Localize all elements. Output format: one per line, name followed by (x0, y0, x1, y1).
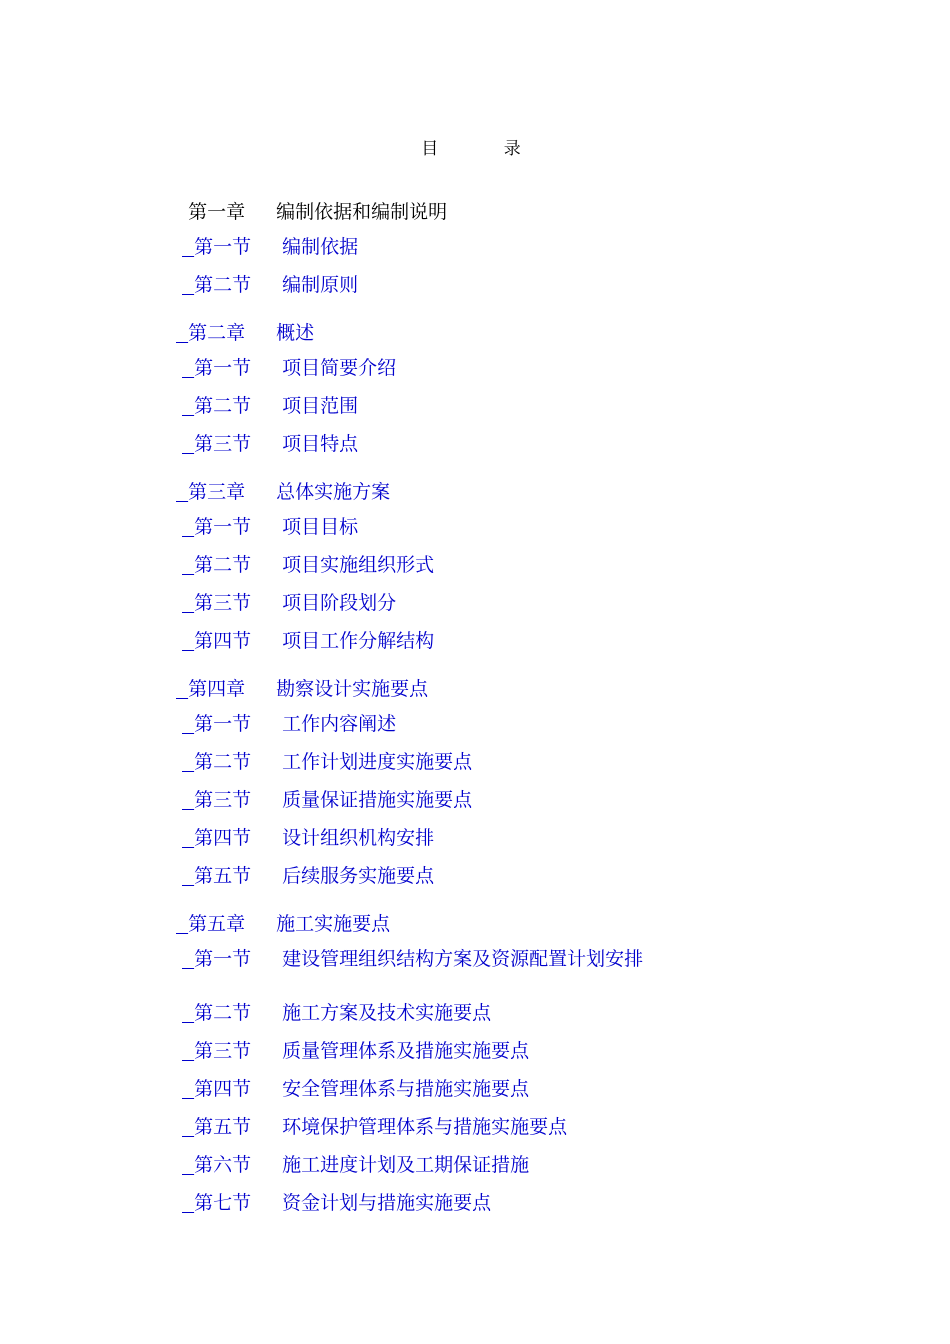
toc-entry-text: 施工进度计划及工期保证措施 (282, 1154, 530, 1176)
toc-link-section[interactable] (182, 1167, 491, 1215)
toc-entry-text: 项目阶段划分 (282, 592, 397, 614)
toc-entry-text: 资金计划与措施实施要点 (282, 1192, 492, 1214)
toc-entry-text: 勘察设计实施要点 (276, 678, 429, 700)
toc-entry-number: 第二节 (194, 1002, 252, 1024)
toc-entry-text: 后续服务实施要点 (282, 865, 435, 887)
toc-entry-number: 第四节 (194, 630, 252, 652)
toc-entry-text: 概述 (276, 322, 315, 344)
toc-entry-number: 第三节 (194, 789, 252, 811)
toc-entry-number: 第一节 (194, 516, 252, 538)
toc-link-section[interactable] (182, 605, 434, 653)
toc-entry-number: 第三节 (194, 592, 252, 614)
toc-entry-text: 质量管理体系及措施实施要点 (282, 1040, 530, 1062)
toc-entry-text: 编制依据和编制说明 (276, 201, 448, 223)
toc-entry-number: 第五章 (188, 913, 246, 935)
toc-link-section[interactable] (182, 840, 434, 888)
toc-entry-text: 项目简要介绍 (282, 357, 397, 379)
toc-entry-number: 第五节 (194, 1116, 252, 1138)
toc-link-section[interactable] (182, 249, 358, 297)
toc-title: 目 录 (421, 139, 551, 159)
toc-entry-number: 第四节 (194, 1078, 252, 1100)
toc-entry-number: 第六节 (194, 1154, 252, 1176)
toc-entry-number: 第一节 (194, 236, 252, 258)
toc-entry-number: 第二章 (188, 322, 246, 344)
toc-entry-number: 第三节 (194, 433, 252, 455)
toc-entry-number: 第四节 (194, 827, 252, 849)
toc-entry-number: 第一节 (194, 713, 252, 735)
toc-entry-text: 工作计划进度实施要点 (282, 751, 473, 773)
toc-entry-text: 总体实施方案 (276, 481, 391, 503)
toc-entry-text: 编制依据 (282, 236, 359, 258)
toc-entry-text: 建设管理组织结构方案及资源配置计划安排 (282, 948, 644, 970)
toc-link-section[interactable] (182, 408, 358, 456)
toc-entry-number: 第三节 (194, 1040, 252, 1062)
toc-entry-number: 第二节 (194, 395, 252, 417)
toc-entry-number: 第五节 (194, 865, 252, 887)
toc-entry-text: 项目特点 (282, 433, 359, 455)
toc-entry-number: 第二节 (194, 274, 252, 296)
toc-entry-text: 工作内容阐述 (282, 713, 397, 735)
toc-entry-text: 设计组织机构安排 (282, 827, 435, 849)
toc-entry-text: 施工实施要点 (276, 913, 391, 935)
toc-entry-text: 施工方案及技术实施要点 (282, 1002, 492, 1024)
toc-entry-number: 第三章 (188, 481, 246, 503)
toc-entry-number: 第一节 (194, 948, 252, 970)
toc-entry-text: 环境保护管理体系与措施实施要点 (282, 1116, 568, 1138)
toc-entry-number: 第一节 (194, 357, 252, 379)
toc-entry-text: 项目范围 (282, 395, 359, 417)
toc-entry-text: 质量保证措施实施要点 (282, 789, 473, 811)
toc-entry-number: 第二节 (194, 554, 252, 576)
toc-entry-number: 第一章 (188, 201, 246, 223)
toc-entry-text: 安全管理体系与措施实施要点 (282, 1078, 530, 1100)
toc-entry-text: 项目工作分解结构 (282, 630, 435, 652)
toc-entry-number: 第四章 (188, 678, 246, 700)
toc-entry-text: 编制原则 (282, 274, 359, 296)
toc-entry-text: 项目实施组织形式 (282, 554, 435, 576)
toc-entry-number: 第二节 (194, 751, 252, 773)
toc-entry-number: 第七节 (194, 1192, 252, 1214)
toc-entry-text: 项目目标 (282, 516, 359, 538)
toc-link-section[interactable] (182, 923, 643, 971)
